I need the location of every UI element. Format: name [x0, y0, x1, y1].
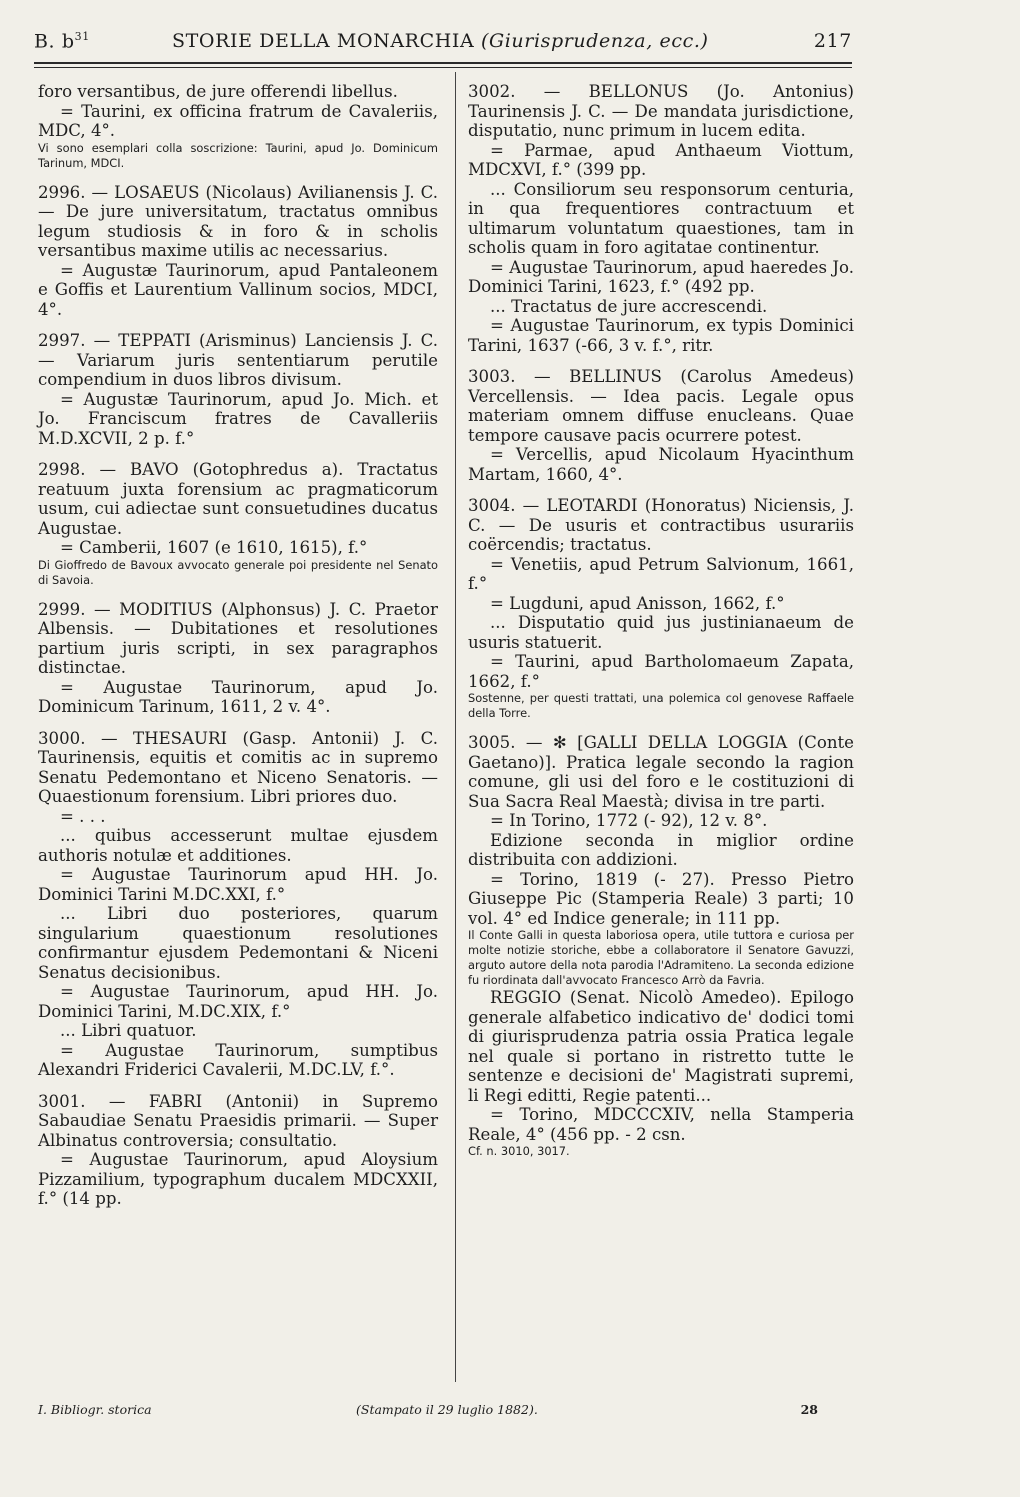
entry-2997: [38, 331, 438, 448]
entry-3003: [468, 367, 854, 484]
imprint-line: = Augustæ Taurinorum, apud Pantaleonem e Goffis et Laurentium Vallinum socios, MDCI, 4°.: [38, 260, 438, 319]
column-divider: [455, 72, 456, 1382]
entry-text: ... Libri duo posteriores, quarum singularium quaestionum resolutiones confirmantur ejusdem Pedemontani & Niceni Senatus decisionibus.: [38, 904, 438, 982]
footer-series: I. Bibliogr. storica: [38, 1402, 152, 1417]
entry-text: Edizione seconda in miglior ordine distribuita con addizioni.: [468, 830, 854, 869]
imprint-line: = In Torino, 1772 (- 92), 12 v. 8°.: [490, 811, 768, 830]
entry-2996: [38, 183, 438, 320]
imprint-line: = Taurini, apud Bartholomaeum Zapata, 1662, f.°: [468, 652, 854, 691]
running-title: STORIE DELLA MONARCHIA (Giurisprudenza, ecc.): [172, 30, 709, 52]
imprint-line: = Augustae Taurinorum, ex typis Dominici Tarini, 1637 (-66, 3 v. f.°, ritr.: [468, 316, 854, 355]
entry-text: 3004. — LEOTARDI (Honoratus) Niciensis, J. C. — De usuris et contractibus usurariis coërcendis; tractatus.: [468, 496, 854, 554]
imprint-line: = Augustae Taurinorum, apud HH. Jo. Dominici Tarini, M.DC.XIX, f.°: [38, 982, 438, 1021]
entry-text: 2998. — BAVO (Gotophredus a). Tractatus reatuum juxta forensium ac pragmaticorum usum, cui adiectae sunt consuetudines ducatus Augustae.: [38, 460, 438, 538]
entry-text: 3001. — FABRI (Antonii) in Supremo Sabaudiae Senatu Praesidis primarii. — Super Albinatus controversia; consultatio.: [38, 1091, 438, 1150]
entry-2999: [38, 600, 438, 717]
left-column: [38, 82, 438, 1221]
entry-text: ... Consiliorum seu responsorum centuria, in qua frequentiores contractuum et ultimarum voluntatum quaestiones, tam in scholis quam in foro agitatae continentur.: [468, 179, 854, 257]
entry-text: 3005. — ✻ [GALLI DELLA LOGGIA (Conte Gaetano)]. Pratica legale secondo la ragion comune, gli usi del foro e le costituzioni di Sua Sacra Real Maestà; divisa in tre parti.: [468, 733, 854, 811]
imprint-line: = Vercellis, apud Nicolaum Hyacinthum Martam, 1660, 4°.: [468, 445, 854, 484]
entry-3002: [468, 82, 854, 355]
right-column: [468, 82, 854, 1171]
entry-continuation: [38, 82, 438, 171]
entry-note: Di Gioffredo de Bavoux avvocato generale poi presidente nel Senato di Savoia.: [38, 557, 438, 587]
entry-3004: [468, 496, 854, 721]
imprint-line: = Augustae Taurinorum, sumptibus Alexandri Friderici Cavalerii, M.DC.LV, f.°.: [38, 1040, 438, 1079]
imprint-line: = Parmae, apud Anthaeum Viottum, MDCXVI, f.° (399 pp.: [468, 140, 854, 179]
entry-text: ... Disputatio quid jus justinianaeum de usuris statuerit.: [468, 613, 854, 652]
entry-note: Il Conte Galli in questa laboriosa opera, utile tuttora e curiosa per molte notizie storiche, ebbe a collaboratore il Senatore Gavuzzi, arguto autore della nota parodia l'Adramiteno. La seconda edizione fu riordinata dall'avvocato Francesco Arrò da Favria.: [468, 928, 854, 987]
entry-text: 3002. — BELLONUS (Jo. Antonius) Taurinensis J. C. — De mandata jurisdictione, disputatio, nunc primum in lucem edita.: [468, 82, 854, 140]
entry-text: 3000. — THESAURI (Gasp. Antonii) J. C. Taurinensis, equitis et comitis ac in supremo Senatu Pedemontano et Niceno Senatoris. — Quaestionum forensium. Libri priores duo.: [38, 728, 438, 806]
entry-note: Sostenne, per questi trattati, una polemica col genovese Raffaele della Torre.: [468, 691, 854, 720]
entry-text: foro versantibus, de jure offerendi libellus.: [38, 82, 398, 101]
entry-3005: [468, 733, 854, 1159]
entry-3001: [38, 1092, 438, 1209]
imprint-line: = Camberii, 1607 (e 1610, 1615), f.°: [60, 538, 368, 557]
page-header: [34, 30, 852, 60]
page-footer: [38, 1402, 818, 1424]
entry-text: REGGIO (Senat. Nicolò Amedeo). Epilogo generale alfabetico indicativo de' dodici tomi di giurisprudenza patria ossia Pratica legale nel quale si portano in ristretto tutte le sentenze e decisioni de' Magistrati supremi, li Regi editti, Regie patenti...: [468, 988, 854, 1105]
page-number: 217: [813, 30, 852, 52]
header-rule: [34, 62, 852, 64]
entry-text: 2999. — MODITIUS (Alphonsus) J. C. Praetor Albensis. — Dubitationes et resolutiones partium juris scripti, in sex paragraphos distinctae.: [38, 599, 438, 677]
imprint-line: = Venetiis, apud Petrum Salvionum, 1661, f.°: [468, 554, 854, 593]
entry-note: Vi sono esemplari colla soscrizione: Taurini, apud Jo. Dominicum Tarinum, MDCI.: [38, 140, 438, 170]
cross-reference: Cf. n. 3010, 3017.: [468, 1144, 570, 1158]
imprint-line: = . . .: [60, 806, 106, 826]
entry-text: 3003. — BELLINUS (Carolus Amedeus) Vercellensis. — Idea pacis. Legale opus materiam omnem diffuse enucleans. Quae tempore causave pacis ocurrere potest.: [468, 367, 854, 445]
imprint-line: = Taurini, ex officina fratrum de Cavaleriis, MDC, 4°.: [38, 101, 438, 140]
imprint-line: = Augustae Taurinorum, apud Aloysium Pizzamilium, typographum ducalem MDCXXII, f.° (14 pp.: [38, 1150, 438, 1208]
signature-mark: B. $b^{31}$: [34, 30, 90, 53]
imprint-line: = Augustae Taurinorum, apud Jo. Dominicum Tarinum, 1611, 2 v. 4°.: [38, 677, 438, 716]
footer-signature: 28: [800, 1402, 818, 1417]
imprint-line: = Augustae Taurinorum, apud haeredes Jo. Dominici Tarini, 1623, f.° (492 pp.: [468, 257, 854, 296]
entry-text: 2996. — LOSAEUS (Nicolaus) Avilianensis J. C. — De jure universitatum, tractatus omnibus legum studiosis & in foro & in scholis versantibus maxime utilis ac necessarius.: [38, 182, 438, 260]
entry-text: ... Libri quatuor.: [60, 1021, 197, 1040]
imprint-line: = Torino, MDCCCXIV, nella Stamperia Reale, 4° (456 pp. - 2 csn.: [468, 1105, 854, 1144]
entry-3000: [38, 729, 438, 1080]
imprint-line: = Augustæ Taurinorum, apud Jo. Mich. et Jo. Franciscum fratres de Cavalleriis M.D.XCVII, 2 p. f.°: [38, 389, 438, 448]
imprint-line: = Augustae Taurinorum apud HH. Jo. Dominici Tarini M.DC.XXI, f.°: [38, 865, 438, 904]
entry-2998: [38, 460, 438, 588]
entry-text: 2997. — TEPPATI (Arisminus) Lanciensis J. C. — Variarum juris sententiarum perutile compendium in duos libros divisum.: [38, 331, 438, 389]
entry-text: ... quibus accesserunt multae ejusdem authoris notulæ et additiones.: [38, 826, 438, 865]
footer-print-date: (Stampato il 29 luglio 1882).: [356, 1402, 538, 1417]
imprint-line: = Lugduni, apud Anisson, 1662, f.°: [490, 593, 785, 613]
imprint-line: = Torino, 1819 (- 27). Presso Pietro Giuseppe Pic (Stamperia Reale) 3 parti; 10 vol. 4° ed Indice generale; in 111 pp.: [468, 869, 854, 928]
entry-text: ... Tractatus de jure accrescendi.: [490, 296, 768, 316]
header-rule-thin: [34, 67, 852, 68]
